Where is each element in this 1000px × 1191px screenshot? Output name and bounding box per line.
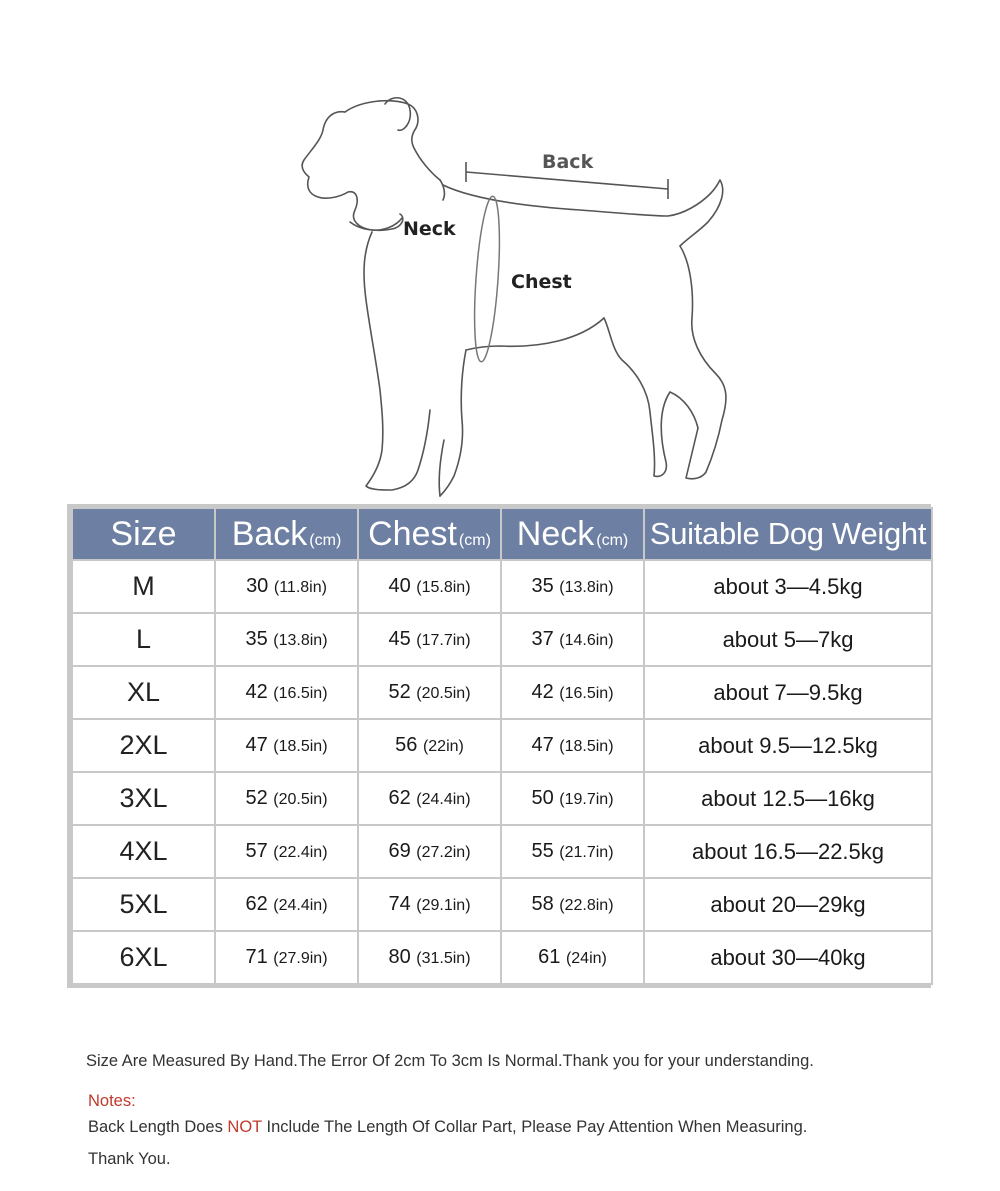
notes-label: Notes: bbox=[88, 1092, 136, 1110]
neck-cell: 42 (16.5in) bbox=[502, 667, 643, 718]
weight-cell: about 20—29kg bbox=[645, 879, 931, 930]
table-row bbox=[73, 720, 931, 771]
size-cell: L bbox=[73, 614, 214, 665]
back-cell: 30 (11.8in) bbox=[216, 561, 357, 612]
size-cell: 4XL bbox=[73, 826, 214, 877]
neck-cell: 55 (21.7in) bbox=[502, 826, 643, 877]
size-cell: M bbox=[73, 561, 214, 612]
back-cell: 62 (24.4in) bbox=[216, 879, 357, 930]
dog-outline-icon bbox=[302, 98, 726, 496]
chest-measure-ring-icon bbox=[470, 195, 504, 362]
back-cell: 47 (18.5in) bbox=[216, 720, 357, 771]
neck-cell: 37 (14.6in) bbox=[502, 614, 643, 665]
chest-cell: 40 (15.8in) bbox=[359, 561, 500, 612]
chest-cell: 52 (20.5in) bbox=[359, 667, 500, 718]
size-cell: 2XL bbox=[73, 720, 214, 771]
chest-label: Chest bbox=[511, 271, 572, 293]
dog-measurement-diagram bbox=[280, 80, 760, 500]
back-cell: 71 (27.9in) bbox=[216, 932, 357, 983]
neck-label: Neck bbox=[403, 218, 456, 240]
table-row bbox=[73, 773, 931, 824]
table-row bbox=[73, 826, 931, 877]
neck-cell: 58 (22.8in) bbox=[502, 879, 643, 930]
back-cell: 42 (16.5in) bbox=[216, 667, 357, 718]
notes-block bbox=[88, 1091, 807, 1175]
table-row bbox=[73, 667, 931, 718]
table-header-row bbox=[73, 509, 931, 559]
neck-cell: 47 (18.5in) bbox=[502, 720, 643, 771]
back-cell: 57 (22.4in) bbox=[216, 826, 357, 877]
table-row bbox=[73, 932, 931, 983]
table-row bbox=[73, 561, 931, 612]
notes-line-thanks: Thank You. bbox=[88, 1150, 171, 1168]
notes-line-collar: Back Length Does NOT Include The Length Of Collar Part, Please Pay Attention When Measuring. bbox=[88, 1118, 808, 1136]
neck-header: Neck (cm) bbox=[502, 509, 643, 559]
neck-cell: 35 (13.8in) bbox=[502, 561, 643, 612]
back-cell: 35 (13.8in) bbox=[216, 614, 357, 665]
notes-emphasis: NOT bbox=[227, 1118, 262, 1136]
table-row bbox=[73, 614, 931, 665]
chest-cell: 45 (17.7in) bbox=[359, 614, 500, 665]
weight-header: Suitable Dog Weight bbox=[645, 509, 931, 559]
weight-cell: about 16.5—22.5kg bbox=[645, 826, 931, 877]
chest-cell: 69 (27.2in) bbox=[359, 826, 500, 877]
back-label: Back bbox=[542, 151, 594, 173]
chest-header: Chest (cm) bbox=[359, 509, 500, 559]
size-chart-table bbox=[67, 504, 931, 988]
weight-cell: about 9.5—12.5kg bbox=[645, 720, 931, 771]
weight-cell: about 12.5—16kg bbox=[645, 773, 931, 824]
size-cell: 3XL bbox=[73, 773, 214, 824]
back-header: Back (cm) bbox=[216, 509, 357, 559]
size-cell: 5XL bbox=[73, 879, 214, 930]
weight-cell: about 3—4.5kg bbox=[645, 561, 931, 612]
back-cell: 52 (20.5in) bbox=[216, 773, 357, 824]
chest-cell: 74 (29.1in) bbox=[359, 879, 500, 930]
chest-cell: 56 (22in) bbox=[359, 720, 500, 771]
weight-cell: about 7—9.5kg bbox=[645, 667, 931, 718]
chest-cell: 62 (24.4in) bbox=[359, 773, 500, 824]
table-row bbox=[73, 879, 931, 930]
weight-cell: about 5—7kg bbox=[645, 614, 931, 665]
measurement-disclaimer: Size Are Measured By Hand.The Error Of 2cm To 3cm Is Normal.Thank you for your understanding. bbox=[86, 1052, 814, 1070]
size-cell: XL bbox=[73, 667, 214, 718]
neck-cell: 61 (24in) bbox=[502, 932, 643, 983]
weight-cell: about 30—40kg bbox=[645, 932, 931, 983]
neck-cell: 50 (19.7in) bbox=[502, 773, 643, 824]
size-header: Size bbox=[73, 509, 214, 559]
size-cell: 6XL bbox=[73, 932, 214, 983]
chest-cell: 80 (31.5in) bbox=[359, 932, 500, 983]
